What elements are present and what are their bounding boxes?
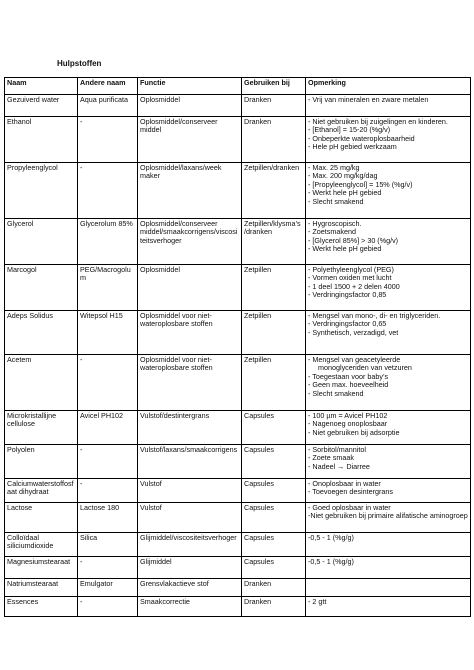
cell-andere-naam: Lactose 180 bbox=[78, 503, 138, 533]
cell-andere-naam: Aqua purificata bbox=[78, 95, 138, 117]
opmerking-line: - Mengsel van mono-, di- en triglyceriden. bbox=[308, 311, 441, 320]
opmerking-line: - Slecht smakend bbox=[308, 388, 364, 398]
cell-functie: Grensvlakactieve stof bbox=[138, 579, 242, 597]
header-andere-naam: Andere naam bbox=[78, 78, 138, 95]
cell-functie: Smaakcorrectie bbox=[138, 597, 242, 617]
cell-opmerking bbox=[306, 503, 471, 533]
table-row bbox=[5, 557, 471, 579]
opmerking-line: - Niet gebruiken bij adsorptie bbox=[308, 427, 400, 437]
opmerking-line: - Niet gebruiken bij zuigelingen en kinderen. bbox=[308, 117, 448, 126]
cell-functie: Oplosmiddel voor niet-wateroplosbare stoffen bbox=[138, 311, 242, 355]
cell-gebruiken-bij: Capsules bbox=[242, 411, 306, 445]
opmerking-line: - Zoetsmakend bbox=[308, 227, 356, 237]
opmerking-line: - Polyethyleenglycol (PEG) bbox=[308, 265, 394, 274]
cell-opmerking bbox=[306, 355, 471, 411]
cell-naam: Propyleenglycol bbox=[5, 163, 78, 219]
cell-andere-naam: - bbox=[78, 597, 138, 617]
header-opmerking: Opmerking bbox=[306, 78, 471, 95]
cell-opmerking bbox=[306, 479, 471, 503]
cell-opmerking bbox=[306, 219, 471, 265]
opmerking-line: - Verdringingsfactor 0,65 bbox=[308, 319, 387, 329]
opmerking-line: - Toegestaan voor baby’s bbox=[308, 371, 389, 381]
opmerking-line: - [Propyleenglycol] = 15% (%g/v) bbox=[308, 179, 413, 189]
cell-functie: Oplosmiddel bbox=[138, 95, 242, 117]
opmerking-line: - Goed oplosbaar in water bbox=[308, 503, 391, 512]
cell-gebruiken-bij: Capsules bbox=[242, 557, 306, 579]
cell-functie: Glijmiddel/viscositeitsverhoger bbox=[138, 533, 242, 557]
opmerking-line: - 1 deel 1500 + 2 delen 4000 bbox=[308, 281, 400, 291]
cell-naam: Polyolen bbox=[5, 445, 78, 479]
cell-andere-naam: - bbox=[78, 163, 138, 219]
table-row bbox=[5, 265, 471, 311]
cell-naam: Magnesiumstearaat bbox=[5, 557, 78, 579]
cell-gebruiken-bij: Zetpillen/dranken bbox=[242, 163, 306, 219]
table-row bbox=[5, 355, 471, 411]
cell-gebruiken-bij: Dranken bbox=[242, 117, 306, 163]
opmerking-line: - Synthetisch, verzadigd, vet bbox=[308, 327, 399, 337]
table-header-row bbox=[5, 78, 471, 95]
table-row bbox=[5, 503, 471, 533]
table-row bbox=[5, 597, 471, 617]
table-row bbox=[5, 219, 471, 265]
cell-functie: Vulstof/destintergrans bbox=[138, 411, 242, 445]
cell-andere-naam: - bbox=[78, 445, 138, 479]
hulpstoffen-table bbox=[4, 77, 471, 617]
cell-andere-naam: Witepsol H15 bbox=[78, 311, 138, 355]
opmerking-line: - Vrij van mineralen en zware metalen bbox=[308, 95, 429, 104]
table-row bbox=[5, 95, 471, 117]
cell-opmerking bbox=[306, 117, 471, 163]
cell-andere-naam: Silica bbox=[78, 533, 138, 557]
cell-gebruiken-bij: Zetpillen/klysma’s /dranken bbox=[242, 219, 306, 265]
header-naam: Naam bbox=[5, 78, 78, 95]
opmerking-line: - Werkt hele pH gebied bbox=[308, 244, 382, 254]
cell-naam: Natriumstearaat bbox=[5, 579, 78, 597]
cell-andere-naam: PEG/Macrogolum bbox=[78, 265, 138, 311]
opmerking-line: - [Ethanol] = 15-20 (%g/v) bbox=[308, 125, 391, 135]
opmerking-line: - Toevoegen desintergrans bbox=[308, 487, 393, 497]
opmerking-line: - Onoplosbaar in water bbox=[308, 479, 381, 488]
header-gebruiken-bij: Gebruiken bij bbox=[242, 78, 306, 95]
opmerking-line: - 100 µm = Avicel PH102 bbox=[308, 411, 388, 420]
opmerking-line: - Onbeperkte wateroplosbaarheid bbox=[308, 133, 415, 143]
cell-functie: Oplosmiddel/laxans/week maker bbox=[138, 163, 242, 219]
cell-opmerking bbox=[306, 163, 471, 219]
cell-andere-naam: - bbox=[78, 117, 138, 163]
opmerking-line: - Max. 200 mg/kg/dag bbox=[308, 171, 378, 181]
opmerking-line: - Nagenoeg onoplosbaar bbox=[308, 419, 388, 429]
table-row bbox=[5, 163, 471, 219]
cell-gebruiken-bij: Capsules bbox=[242, 445, 306, 479]
table-row bbox=[5, 533, 471, 557]
cell-naam: Microkristallijne cellulose bbox=[5, 411, 78, 445]
cell-gebruiken-bij: Capsules bbox=[242, 533, 306, 557]
cell-gebruiken-bij: Capsules bbox=[242, 503, 306, 533]
opmerking-line: - Werkt hele pH gebied bbox=[308, 188, 382, 198]
cell-gebruiken-bij: Zetpillen bbox=[242, 311, 306, 355]
cell-opmerking bbox=[306, 557, 471, 579]
cell-naam: Ethanol bbox=[5, 117, 78, 163]
cell-gebruiken-bij: Zetpillen bbox=[242, 265, 306, 311]
opmerking-line: - Max. 25 mg/kg bbox=[308, 163, 360, 172]
opmerking-line: - Vormen oxiden met lucht bbox=[308, 273, 392, 283]
table-row bbox=[5, 117, 471, 163]
cell-gebruiken-bij: Capsules bbox=[242, 479, 306, 503]
cell-functie: Oplosmiddel/conserveer middel/smaakcorrigens/viscositeitsverhoger bbox=[138, 219, 242, 265]
table-row bbox=[5, 445, 471, 479]
table-row bbox=[5, 479, 471, 503]
cell-functie: Vulstof bbox=[138, 479, 242, 503]
cell-functie: Oplosmiddel/conserveer middel bbox=[138, 117, 242, 163]
opmerking-line: - Hygroscopisch. bbox=[308, 219, 362, 228]
cell-andere-naam: - bbox=[78, 557, 138, 579]
opmerking-line: - Nadeel → Diarree bbox=[308, 461, 370, 471]
opmerking-line: -Niet gebruiken bij primaire alifatische aminogroep bbox=[308, 511, 468, 521]
cell-naam: Acetem bbox=[5, 355, 78, 411]
cell-gebruiken-bij: Dranken bbox=[242, 579, 306, 597]
cell-andere-naam: Avicel PH102 bbox=[78, 411, 138, 445]
opmerking-line: - Zoete smaak bbox=[308, 453, 354, 463]
cell-opmerking bbox=[306, 445, 471, 479]
table-row bbox=[5, 411, 471, 445]
cell-functie: Oplosmiddel voor niet-wateroplosbare stoffen bbox=[138, 355, 242, 411]
cell-gebruiken-bij: Zetpillen bbox=[242, 355, 306, 411]
cell-opmerking bbox=[306, 311, 471, 355]
cell-functie: Oplosmiddel bbox=[138, 265, 242, 311]
cell-naam: Colloïdaal siliciumdioxide bbox=[5, 533, 78, 557]
cell-naam: Calciumwaterstoffosfaat dihydraat bbox=[5, 479, 78, 503]
cell-naam: Adeps Solidus bbox=[5, 311, 78, 355]
cell-opmerking bbox=[306, 533, 471, 557]
cell-opmerking bbox=[306, 411, 471, 445]
opmerking-line: - [Glycerol 85%] > 30 (%g/v) bbox=[308, 235, 399, 245]
cell-gebruiken-bij: Dranken bbox=[242, 95, 306, 117]
cell-naam: Essences bbox=[5, 597, 78, 617]
cell-andere-naam: Glycerolum 85% bbox=[78, 219, 138, 265]
cell-naam: Gezuiverd water bbox=[5, 95, 78, 117]
opmerking-line: - Mengsel van geacetyleerde bbox=[308, 355, 401, 364]
cell-naam: Glycerol bbox=[5, 219, 78, 265]
table-row bbox=[5, 579, 471, 597]
table-row bbox=[5, 311, 471, 355]
cell-gebruiken-bij: Dranken bbox=[242, 597, 306, 617]
opmerking-line: - Verdringingsfactor 0,85 bbox=[308, 290, 387, 300]
cell-functie: Vulstof/laxans/smaakcorrigens bbox=[138, 445, 242, 479]
cell-functie: Vulstof bbox=[138, 503, 242, 533]
cell-opmerking bbox=[306, 95, 471, 117]
header-functie: Functie bbox=[138, 78, 242, 95]
opmerking-line: - Geen max. hoeveelheid bbox=[308, 380, 389, 390]
cell-opmerking bbox=[306, 579, 471, 597]
cell-andere-naam: - bbox=[78, 355, 138, 411]
cell-functie: Glijmiddel bbox=[138, 557, 242, 579]
opmerking-line: -0,5 - 1 (%g/g) bbox=[308, 533, 354, 542]
cell-opmerking bbox=[306, 597, 471, 617]
opmerking-line: -0,5 - 1 (%g/g) bbox=[308, 557, 354, 566]
cell-opmerking bbox=[306, 265, 471, 311]
cell-naam: Marcogol bbox=[5, 265, 78, 311]
opmerking-line: monoglyceriden van vetzuren bbox=[318, 363, 412, 373]
cell-andere-naam: Emulgator bbox=[78, 579, 138, 597]
opmerking-line: - Slecht smakend bbox=[308, 196, 364, 206]
opmerking-line: - Sorbitol/mannitol bbox=[308, 445, 366, 454]
opmerking-line: - Hele pH gebied werkzaam bbox=[308, 142, 397, 152]
cell-andere-naam: - bbox=[78, 479, 138, 503]
cell-naam: Lactose bbox=[5, 503, 78, 533]
opmerking-line: - 2 gtt bbox=[308, 597, 327, 606]
document-title: Hulpstoffen bbox=[57, 59, 102, 68]
